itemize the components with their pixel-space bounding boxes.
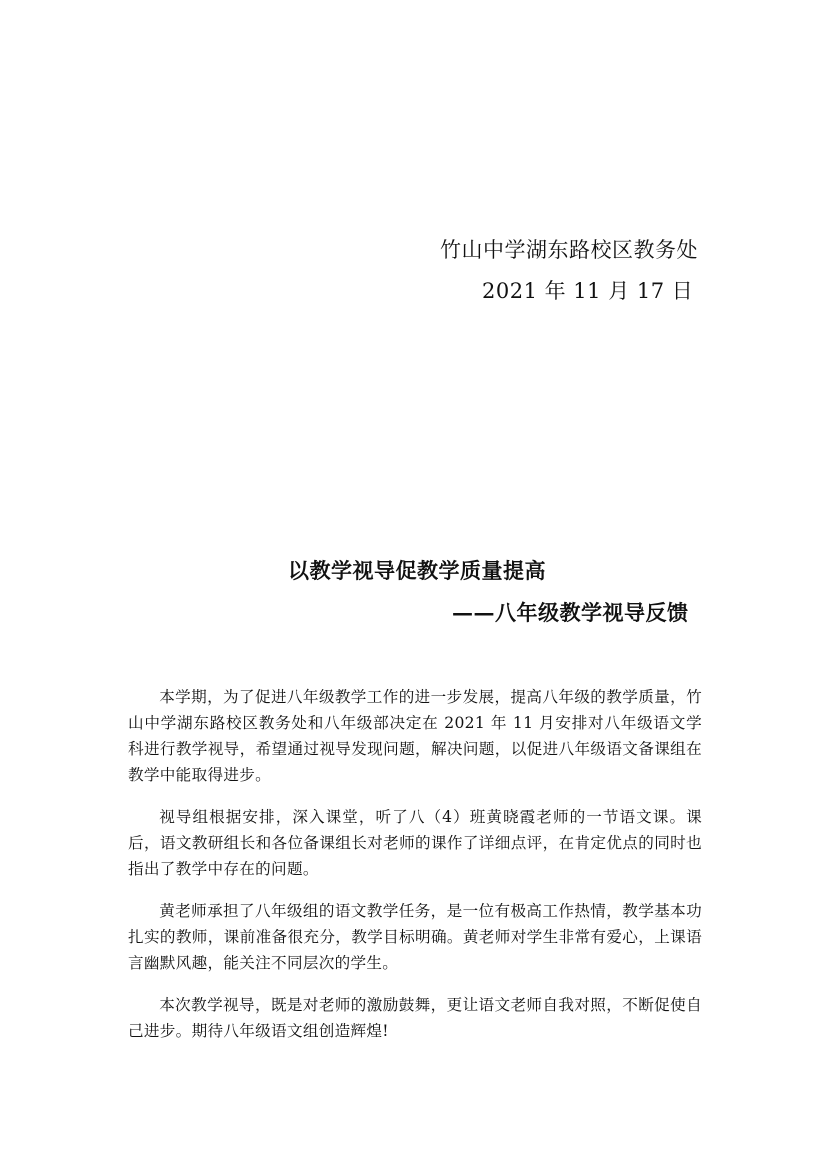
- article-subtitle: ——八年级教学视导反馈: [452, 600, 689, 625]
- signature-date: 2021 年 11 月 17 日: [482, 279, 694, 303]
- paragraph-4: 本次教学视导，既是对老师的激励鼓舞，更让语文老师自我对照，不断促使自己进步。期待八年级语文组创造辉煌!: [128, 996, 702, 1040]
- article-body: [128, 684, 702, 1060]
- paragraph-3: 黄老师承担了八年级组的语文教学任务，是一位有极高工作热情，教学基本功扎实的教师，课前准备很充分，教学目标明确。黄老师对学生非常有爱心，上课语言幽默风趣，能关注不同层次的学生。: [128, 902, 702, 972]
- article-title: 以教学视导促教学质量提高: [288, 558, 546, 583]
- signature-organization: 竹山中学湖东路校区教务处: [440, 238, 698, 262]
- paragraph-1: 本学期，为了促进八年级教学工作的进一步发展，提高八年级的教学质量，竹山中学湖东路校区教务处和八年级部决定在 2021 年 11 月安排对八年级语文学科进行教学视导，希望通过视导发现问题，解决问题，以促进八年级语文备课组在教学中能取得进步。: [128, 688, 702, 784]
- paragraph-2: 视导组根据安排，深入课堂，听了八（4）班黄晓霞老师的一节语文课。课后，语文教研组长和各位备课组长对老师的课作了详细点评，在肯定优点的同时也指出了教学中存在的问题。: [128, 808, 702, 878]
